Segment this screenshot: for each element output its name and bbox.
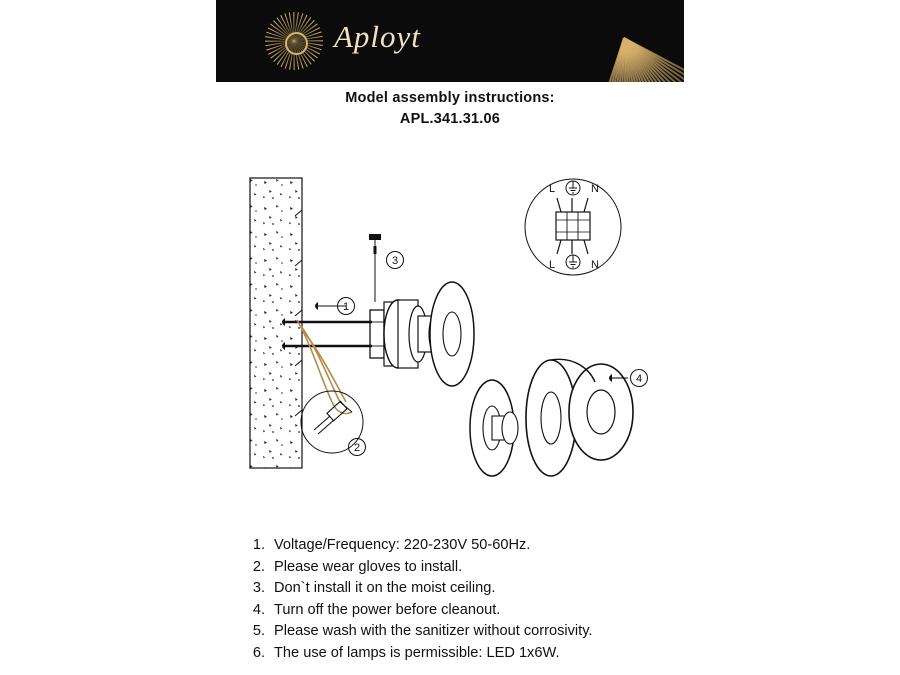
brand-name: Aployt: [334, 19, 421, 54]
ring-shade-assembly: [470, 359, 633, 476]
note-number: 3.: [252, 580, 265, 596]
list-item: [243, 536, 803, 556]
note-number: 2.: [252, 558, 265, 575]
list-item: [243, 622, 803, 642]
list-item: [243, 601, 803, 621]
callout-1: [315, 298, 355, 315]
earth-ground-icon-top: [566, 181, 580, 195]
svg-text:3: 3: [391, 255, 399, 267]
brand-banner: [216, 0, 684, 82]
note-text: The use of lamps is permissible: LED 1x6W.: [274, 644, 560, 661]
svg-text:L: L: [548, 183, 556, 195]
assembly-diagram: [0, 150, 900, 500]
note-text: Please wear gloves to install.: [274, 558, 463, 575]
lamp-body-assembled: [384, 282, 474, 386]
note-number: 6.: [252, 644, 265, 661]
note-number: 1.: [252, 537, 265, 553]
power-cables: [297, 320, 352, 414]
svg-text:1: 1: [342, 301, 350, 313]
note-number: 4.: [252, 601, 265, 618]
notes-list: [243, 536, 803, 665]
model-code: APL.341.31.06: [399, 111, 501, 127]
callout-2: [301, 391, 366, 456]
note-text: Turn off the power before cleanout.: [274, 601, 501, 618]
list-item: [243, 558, 803, 578]
svg-text:L: L: [548, 259, 556, 271]
sunburst-medallion-icon: [264, 11, 324, 71]
list-item: [243, 644, 803, 664]
radial-fan-icon: [524, 0, 684, 82]
instructions-title: Model assembly instructions:: [345, 90, 555, 106]
list-item: [243, 579, 803, 599]
note-number: 5.: [252, 623, 265, 639]
svg-text:2: 2: [353, 442, 361, 454]
callout-3: [369, 234, 404, 302]
wiring-terminal-diagram: [525, 179, 621, 275]
svg-text:N: N: [591, 183, 599, 195]
note-text: Don`t install it on the moist ceiling.: [274, 580, 496, 596]
page-title: [0, 90, 900, 127]
earth-ground-icon-bottom: [566, 255, 580, 269]
svg-text:4: 4: [635, 373, 643, 385]
note-text: Please wash with the sanitizer without corrosivity.: [274, 623, 593, 639]
note-text: Voltage/Frequency: 220-230V 50-60Hz.: [274, 537, 531, 553]
svg-text:N: N: [591, 259, 599, 271]
